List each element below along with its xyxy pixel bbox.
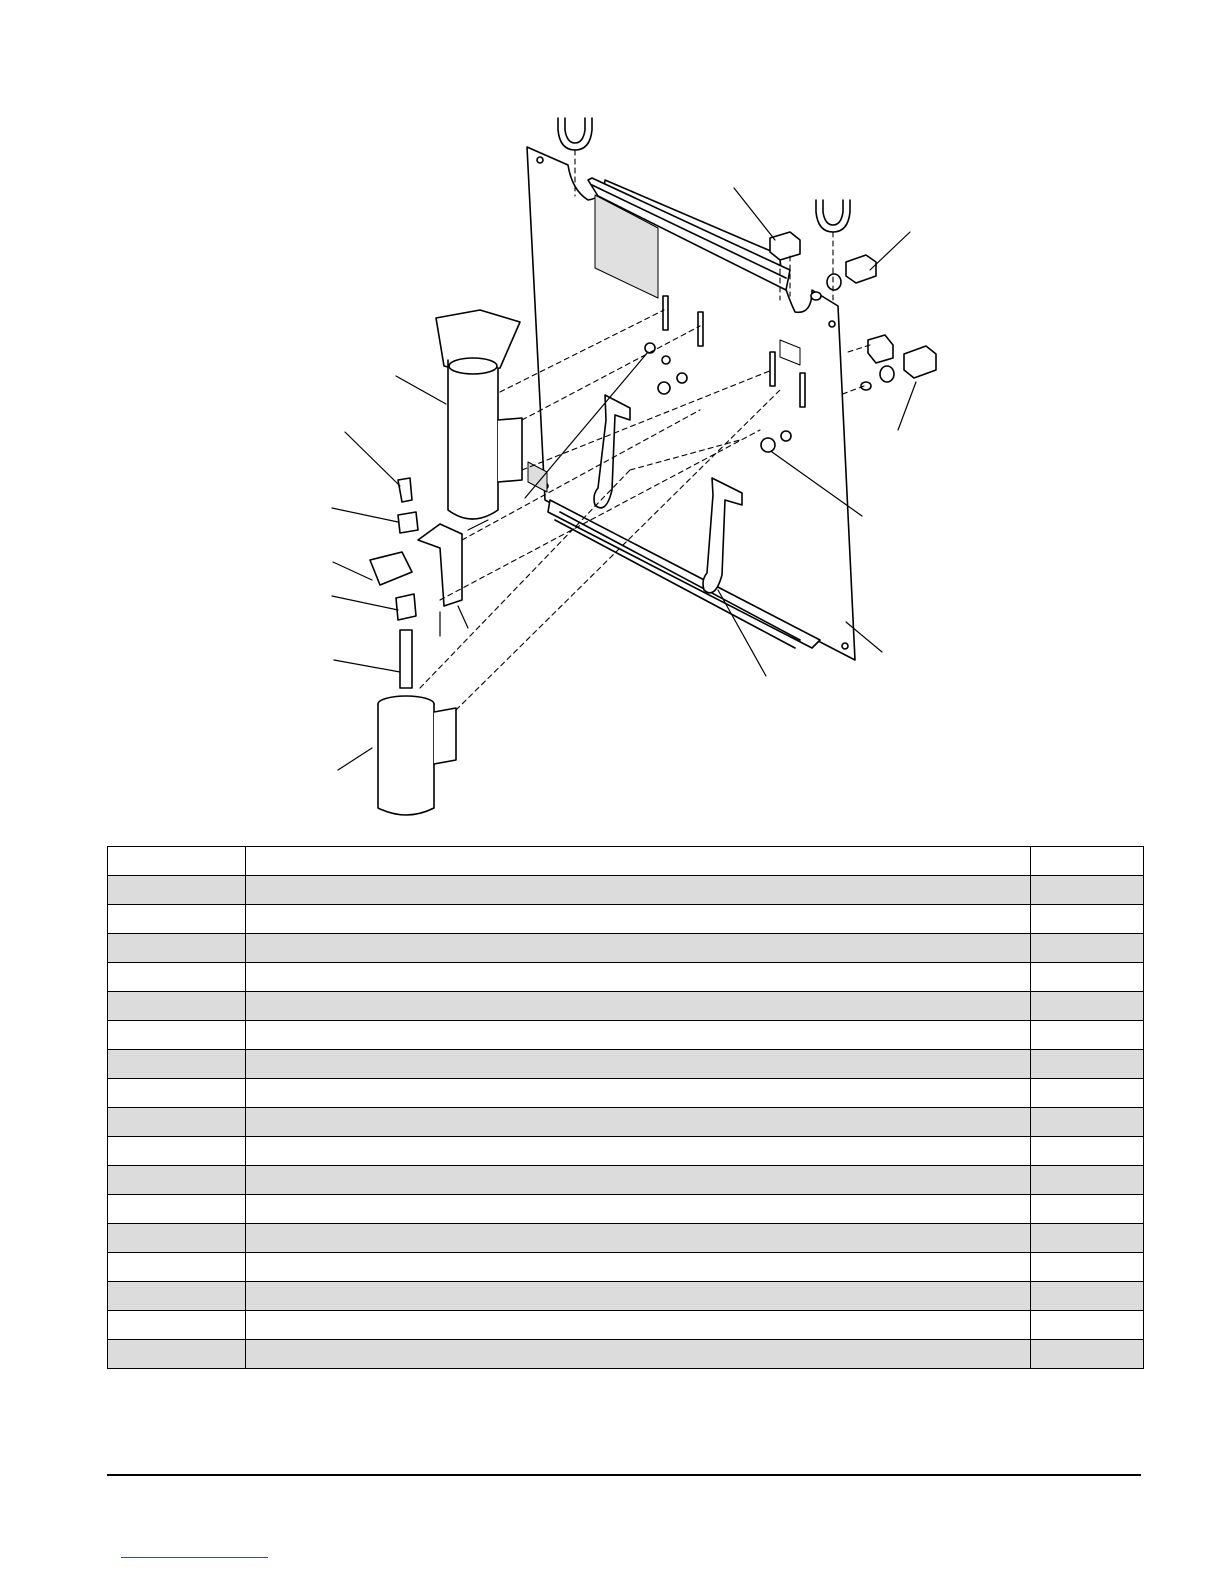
table-row [108, 1311, 1144, 1340]
table-row [108, 1137, 1144, 1166]
cell-item-number [108, 1282, 246, 1311]
back-panel [527, 147, 855, 660]
cell-item-number [108, 1137, 246, 1166]
cell-item-number [108, 905, 246, 934]
side-bracket [868, 335, 893, 363]
table-row [108, 1021, 1144, 1050]
cell-item-number [108, 992, 246, 1021]
cell-item-number [108, 934, 246, 963]
cell-description [246, 1166, 1031, 1195]
table-row [108, 1224, 1144, 1253]
cell-part-number [1031, 992, 1144, 1021]
header-description [246, 847, 1031, 876]
table-header-row [108, 847, 1144, 876]
cell-description [246, 1108, 1031, 1137]
cell-item-number [108, 963, 246, 992]
cell-description [246, 1224, 1031, 1253]
top-bracket [770, 232, 800, 260]
table-row [108, 1108, 1144, 1137]
table-row [108, 1166, 1144, 1195]
cell-description [246, 1050, 1031, 1079]
table-row [108, 1340, 1144, 1369]
table-row [108, 1079, 1144, 1108]
switch-upper [811, 255, 876, 300]
cell-part-number [1031, 1253, 1144, 1282]
cell-description [246, 905, 1031, 934]
nut-1 [645, 343, 655, 353]
cell-part-number [1031, 1108, 1144, 1137]
u-hook-left [558, 118, 592, 150]
cell-item-number [108, 1021, 246, 1050]
fitting-2 [761, 438, 775, 452]
cell-description [246, 1311, 1031, 1340]
cell-item-number [108, 1253, 246, 1282]
cell-description [246, 992, 1031, 1021]
cell-part-number [1031, 963, 1144, 992]
cell-part-number [1031, 876, 1144, 905]
cup [378, 696, 456, 815]
table-row [108, 905, 1144, 934]
cell-description [246, 1079, 1031, 1108]
cell-item-number [108, 876, 246, 905]
cell-description [246, 1340, 1031, 1369]
fitting-1 [658, 382, 670, 394]
elbow-fitting [398, 478, 412, 502]
valve-bracket [418, 524, 462, 606]
cell-part-number [1031, 905, 1144, 934]
nut-2 [662, 356, 670, 364]
washer-2 [781, 431, 791, 441]
cell-part-number [1031, 1021, 1144, 1050]
table-row [108, 1195, 1144, 1224]
table-row [108, 992, 1144, 1021]
table-row [108, 963, 1144, 992]
cell-item-number [108, 1079, 246, 1108]
cell-description [246, 963, 1031, 992]
cell-item-number [108, 1166, 246, 1195]
cell-description [246, 1021, 1031, 1050]
table-row [108, 1050, 1144, 1079]
header-item-number [108, 847, 246, 876]
cell-part-number [1031, 1311, 1144, 1340]
header-part-number [1031, 847, 1144, 876]
cell-part-number [1031, 1079, 1144, 1108]
table-row [108, 1253, 1144, 1282]
cell-description [246, 1137, 1031, 1166]
cell-item-number [108, 1050, 246, 1079]
tube [400, 630, 412, 688]
table-row [108, 1282, 1144, 1311]
table-row [108, 934, 1144, 963]
solenoid-valve [370, 552, 412, 585]
cell-part-number [1031, 1340, 1144, 1369]
cell-part-number [1031, 1195, 1144, 1224]
cell-part-number [1031, 934, 1144, 963]
cell-part-number [1031, 1137, 1144, 1166]
u-hook-right [816, 200, 850, 232]
cell-part-number [1031, 1050, 1144, 1079]
footer-rule [107, 1474, 1141, 1476]
cell-item-number [108, 1108, 246, 1137]
cell-description [246, 876, 1031, 905]
cell-description [246, 1282, 1031, 1311]
cell-item-number [108, 1340, 246, 1369]
footer-link[interactable] [121, 1557, 268, 1558]
cell-item-number [108, 1195, 246, 1224]
hopper [436, 310, 522, 519]
cell-part-number [1031, 1166, 1144, 1195]
cell-part-number [1031, 1224, 1144, 1253]
table-row [108, 876, 1144, 905]
cell-part-number [1031, 1282, 1144, 1311]
washer-1 [677, 373, 687, 383]
parts-table [107, 846, 1144, 1369]
cell-description [246, 1195, 1031, 1224]
cell-item-number [108, 1224, 246, 1253]
cell-description [246, 934, 1031, 963]
cell-item-number [108, 1311, 246, 1340]
outlet-fitting [396, 594, 416, 620]
cell-description [246, 1253, 1031, 1282]
inlet-fitting [398, 512, 418, 533]
